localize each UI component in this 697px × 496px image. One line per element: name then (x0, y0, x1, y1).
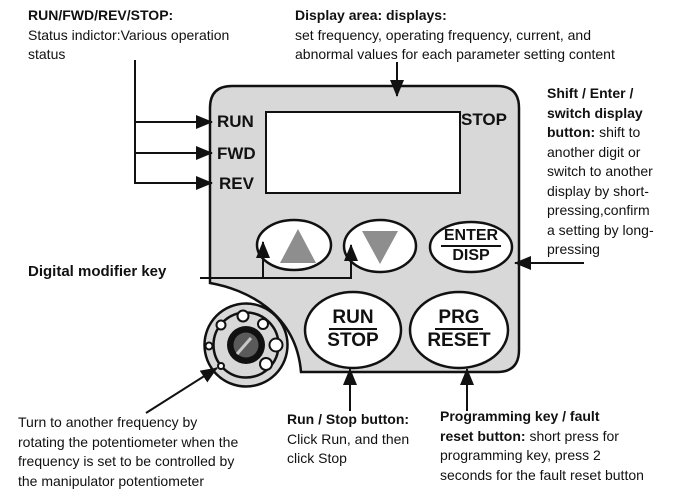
enter-disp-label[interactable] (431, 227, 511, 265)
display-screen (266, 112, 460, 193)
prg-label: PRG (435, 307, 482, 330)
annotation-line: a setting by long- (547, 221, 654, 238)
annotation-line: status (28, 46, 66, 62)
annotation-line: pressing,confirm (547, 202, 650, 218)
annotation-line: frequency is set to be controlled by (18, 453, 235, 469)
run-indicator-label: RUN (217, 112, 254, 131)
pot-scale-dot (206, 343, 213, 350)
annotation-potentiometer (18, 413, 238, 491)
annotation-line: abnormal values for each parameter setting content (295, 46, 615, 62)
annotation-line: Turn to another frequency by (18, 414, 198, 430)
stop-indicator-label: STOP (461, 110, 507, 129)
annotation-text-run: shift to (595, 124, 641, 140)
annotation-line: click Stop (287, 450, 347, 466)
enter-label: ENTER (441, 227, 501, 247)
annotation-line (547, 123, 654, 143)
annotation-prg-reset (440, 407, 644, 485)
pot-scale-dot (260, 358, 272, 370)
annotation-title: Programming key / fault (440, 408, 600, 424)
annotation-title: switch display (547, 104, 643, 121)
disp-label: DISP (452, 247, 490, 264)
annotation-status-indicator (28, 6, 229, 65)
rev-indicator-label: REV (219, 174, 254, 193)
annotation-line: seconds for the fault reset button (440, 466, 644, 483)
annotation-line: another digit or (547, 143, 641, 160)
pot-scale-dot (238, 311, 249, 322)
annotation-line: pressing (547, 241, 600, 257)
annotation-line: programming key, press 2 (440, 447, 601, 463)
annotation-line: Click Run, and then (287, 430, 410, 447)
annotation-title: Run / Stop button: (287, 411, 410, 427)
annotation-run-stop (287, 410, 409, 469)
annotation-title: Digital modifier key (28, 263, 167, 280)
annotation-line: display by short- (547, 182, 649, 199)
annotation-bold-run: reset button: (440, 427, 526, 444)
annotation-title: Shift / Enter / (547, 85, 634, 101)
annotation-line: the manipulator potentiometer (18, 472, 204, 489)
run-label: RUN (329, 307, 376, 330)
annotation-bold-run: button: (547, 124, 596, 140)
annotation-line: rotating the potentiometer when the (18, 433, 239, 450)
stop-label: STOP (327, 330, 379, 351)
annotation-line: set frequency, operating frequency, current, and (295, 26, 591, 43)
pot-scale-dot (218, 363, 224, 369)
potentiometer-arrow (146, 368, 217, 413)
annotation-shift-enter (547, 84, 654, 260)
potentiometer-knob[interactable] (205, 304, 288, 387)
run-stop-label[interactable] (303, 307, 403, 351)
annotation-line (440, 427, 644, 447)
annotation-title: RUN/FWD/REV/STOP: (28, 7, 174, 23)
annotation-title: Display area: displays: (295, 7, 447, 23)
prg-reset-label[interactable] (409, 307, 509, 351)
reset-label: RESET (427, 330, 491, 351)
annotation-text-run: short press for (525, 427, 619, 444)
pot-scale-dot (217, 321, 226, 330)
annotation-line: Status indictor:Various operation (28, 26, 230, 43)
annotation-digital-modifier (28, 262, 166, 282)
pot-scale-dot (258, 319, 268, 329)
annotation-line: switch to another (547, 163, 653, 179)
annotation-display-area (295, 6, 615, 65)
pot-scale-dot (270, 339, 283, 352)
fwd-indicator-label: FWD (217, 144, 256, 163)
